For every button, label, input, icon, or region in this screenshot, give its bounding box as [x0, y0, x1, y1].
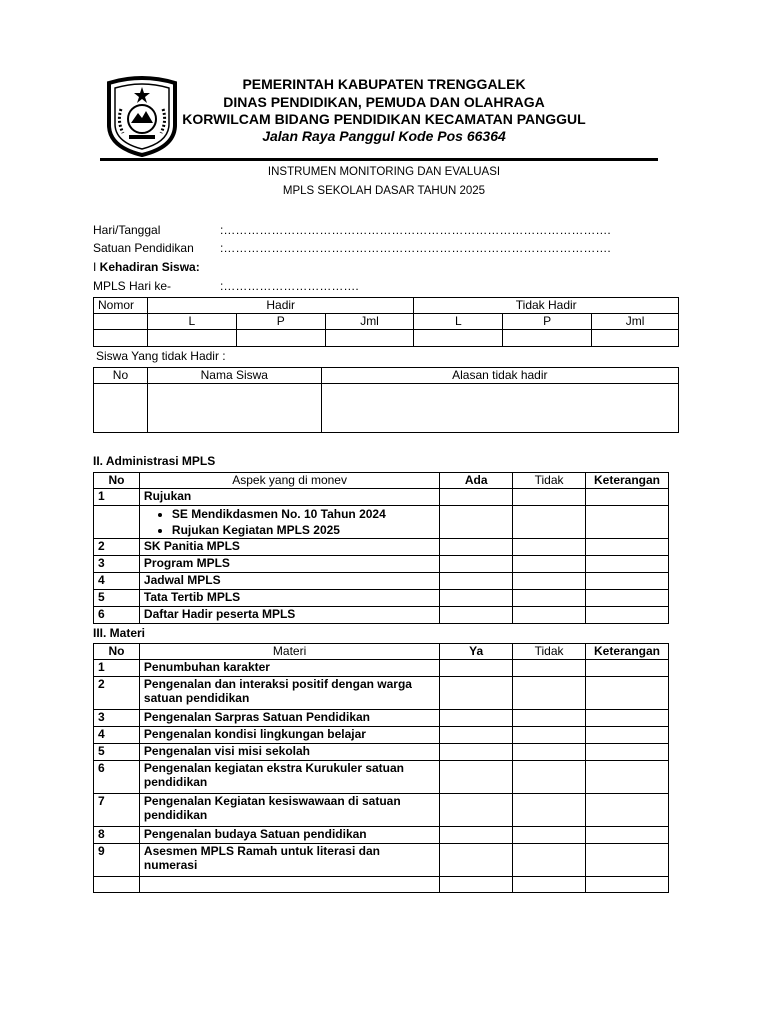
table-cell[interactable]	[321, 384, 678, 433]
row-text: Pengenalan dan interaksi positif dengan warga satuan pendidikan	[139, 677, 439, 710]
absent-caption: Siswa Yang tidak Hadir :	[96, 349, 226, 363]
letterhead-rule	[100, 158, 658, 161]
table-row	[94, 727, 669, 744]
row-text: Daftar Hadir peserta MPLS	[139, 607, 439, 624]
table-row	[94, 607, 669, 624]
tidak-cell[interactable]	[513, 489, 586, 506]
row-number: 2	[94, 539, 140, 556]
keterangan-cell[interactable]	[586, 660, 669, 677]
keterangan-cell[interactable]	[586, 744, 669, 761]
row-text: Pengenalan Sarpras Satuan Pendidikan	[139, 710, 439, 727]
tidak-cell[interactable]	[513, 506, 586, 539]
ya-cell[interactable]	[440, 677, 513, 710]
hadir-l-header: L	[147, 314, 236, 330]
row-number: 3	[94, 710, 140, 727]
row-text: Pengenalan kondisi lingkungan belajar	[139, 727, 439, 744]
tidak-cell[interactable]	[513, 660, 586, 677]
admin-aspek-header: Aspek yang di monev	[139, 473, 439, 489]
kehadiran-heading	[93, 260, 200, 274]
admin-ket-header: Keterangan	[586, 473, 669, 489]
ya-cell[interactable]	[440, 727, 513, 744]
ya-cell[interactable]	[440, 827, 513, 844]
row-number: 3	[94, 556, 140, 573]
keterangan-cell[interactable]	[586, 761, 669, 794]
list-item: • SE Mendikdasmen No. 10 Tahun 2024	[172, 506, 435, 522]
absent-nama-header: Nama Siswa	[147, 368, 321, 384]
attendance-table	[93, 297, 679, 347]
admin-tidak-header: Tidak	[513, 473, 586, 489]
row-number: 1	[94, 660, 140, 677]
ada-cell[interactable]	[440, 607, 513, 624]
keterangan-cell[interactable]	[586, 607, 669, 624]
table-cell[interactable]	[94, 384, 148, 433]
row-number: 5	[94, 590, 140, 607]
tidak-cell[interactable]	[513, 761, 586, 794]
header-agency: DINAS PENDIDIKAN, PEMUDA DAN OLAHRAGA	[223, 94, 545, 110]
row-number: 2	[94, 677, 140, 710]
ya-cell[interactable]	[440, 710, 513, 727]
keterangan-cell[interactable]	[586, 710, 669, 727]
absent-no-header: No	[94, 368, 148, 384]
row-text: Penumbuhan karakter	[139, 660, 439, 677]
rujukan-list-cell	[139, 506, 439, 539]
keterangan-cell[interactable]	[586, 556, 669, 573]
table-row	[94, 573, 669, 590]
absent-table	[93, 367, 679, 433]
row-number[interactable]	[94, 877, 140, 893]
tidak-l-header: L	[414, 314, 503, 330]
ada-cell[interactable]	[440, 590, 513, 607]
materi-no-header: No	[94, 644, 140, 660]
materi-materi-header: Materi	[139, 644, 439, 660]
row-number: 6	[94, 607, 140, 624]
table-row	[94, 556, 669, 573]
tidak-cell[interactable]	[513, 794, 586, 827]
ada-cell[interactable]	[440, 489, 513, 506]
keterangan-cell[interactable]	[586, 877, 669, 893]
keterangan-cell[interactable]	[586, 506, 669, 539]
row-text: Program MPLS	[139, 556, 439, 573]
tidak-p-header: P	[503, 314, 592, 330]
row-text: Pengenalan budaya Satuan pendidikan	[139, 827, 439, 844]
table-row	[94, 660, 669, 677]
table-row	[94, 590, 669, 607]
row-text: Pengenalan Kegiatan kesiswawaan di satuan pendidikan	[139, 794, 439, 827]
tidak-cell[interactable]	[513, 744, 586, 761]
tidak-cell[interactable]	[513, 710, 586, 727]
satuan-field[interactable]: :…………………………………………………………………………………….	[220, 241, 611, 255]
table-cell[interactable]	[325, 330, 414, 347]
ya-cell[interactable]	[440, 844, 513, 877]
hari-field[interactable]: :…………………………….	[220, 279, 359, 293]
table-row	[94, 761, 669, 794]
section2-heading: II. Administrasi MPLS	[93, 454, 216, 468]
kehadiran-label: Kehadiran Siswa:	[99, 260, 200, 274]
tidak-cell[interactable]	[513, 590, 586, 607]
table-row	[94, 794, 669, 827]
materi-ya-header: Ya	[440, 644, 513, 660]
administrasi-table	[93, 472, 669, 624]
header-government: PEMERINTAH KABUPATEN TRENGGALEK	[242, 76, 526, 92]
hadir-header: Hadir	[147, 298, 413, 314]
table-row	[94, 744, 669, 761]
tidak-cell[interactable]	[513, 556, 586, 573]
materi-table	[93, 643, 669, 893]
tanggal-field[interactable]: :…………………………………………………………………………………….	[220, 223, 611, 237]
tidak-cell[interactable]	[513, 573, 586, 590]
row-number: 1	[94, 489, 140, 506]
nomor-header: Nomor	[94, 298, 148, 314]
table-row	[94, 506, 669, 539]
row-number	[94, 506, 140, 539]
header-office: KORWILCAM BIDANG PENDIDIKAN KECAMATAN PANGGUL	[182, 111, 586, 127]
hadir-jml-header: Jml	[325, 314, 414, 330]
table-row	[94, 677, 669, 710]
ada-cell[interactable]	[440, 539, 513, 556]
tidak-hadir-header: Tidak Hadir	[414, 298, 679, 314]
row-number: 8	[94, 827, 140, 844]
materi-ket-header: Keterangan	[586, 644, 669, 660]
keterangan-cell[interactable]	[586, 844, 669, 877]
keterangan-cell[interactable]	[586, 794, 669, 827]
keterangan-cell[interactable]	[586, 539, 669, 556]
tidak-cell[interactable]	[513, 844, 586, 877]
section3-heading: III. Materi	[93, 626, 146, 640]
materi-tidak-header: Tidak	[513, 644, 586, 660]
row-number: 7	[94, 794, 140, 827]
kehadiran-prefix: I	[93, 260, 100, 274]
row-text: Jadwal MPLS	[139, 573, 439, 590]
table-cell	[94, 314, 148, 330]
table-cell[interactable]	[147, 330, 236, 347]
row-text: Tata Tertib MPLS	[139, 590, 439, 607]
tidak-cell[interactable]	[513, 539, 586, 556]
tidak-cell[interactable]	[513, 877, 586, 893]
row-text: Pengenalan visi misi sekolah	[139, 744, 439, 761]
ya-cell[interactable]	[440, 877, 513, 893]
ada-cell[interactable]	[440, 556, 513, 573]
table-row	[94, 489, 669, 506]
table-row	[94, 539, 669, 556]
table-cell[interactable]	[94, 330, 148, 347]
row-number: 4	[94, 727, 140, 744]
tidak-cell[interactable]	[513, 677, 586, 710]
table-cell[interactable]	[592, 330, 679, 347]
row-number: 5	[94, 744, 140, 761]
satuan-label: Satuan Pendidikan	[93, 241, 194, 255]
rujukan-list	[144, 506, 435, 538]
row-number: 6	[94, 761, 140, 794]
table-row	[94, 827, 669, 844]
keterangan-cell[interactable]	[586, 677, 669, 710]
ya-cell[interactable]	[440, 744, 513, 761]
tidak-cell[interactable]	[513, 607, 586, 624]
keterangan-cell[interactable]	[586, 489, 669, 506]
table-row	[94, 844, 669, 877]
row-text: Asesmen MPLS Ramah untuk literasi dan numerasi	[139, 844, 439, 877]
row-text: SK Panitia MPLS	[139, 539, 439, 556]
table-cell[interactable]	[414, 330, 503, 347]
table-row	[94, 877, 669, 893]
admin-ada-header: Ada	[440, 473, 513, 489]
hari-label: MPLS Hari ke-	[93, 279, 172, 293]
ya-cell[interactable]	[440, 794, 513, 827]
ada-cell[interactable]	[440, 506, 513, 539]
tidak-cell[interactable]	[513, 727, 586, 744]
absent-alasan-header: Alasan tidak hadir	[321, 368, 678, 384]
ya-cell[interactable]	[440, 660, 513, 677]
row-number: 4	[94, 573, 140, 590]
table-cell[interactable]	[147, 384, 321, 433]
ada-cell[interactable]	[440, 573, 513, 590]
header-address: Jalan Raya Panggul Kode Pos 66364	[262, 128, 506, 144]
list-item: • Rujukan Kegiatan MPLS 2025	[172, 522, 435, 538]
tanggal-label: Hari/Tanggal	[93, 223, 161, 237]
ya-cell[interactable]	[440, 761, 513, 794]
keterangan-cell[interactable]	[586, 827, 669, 844]
keterangan-cell[interactable]	[586, 727, 669, 744]
row-text: Pengenalan kegiatan ekstra Kurukuler satuan pendidikan	[139, 761, 439, 794]
table-cell[interactable]	[503, 330, 592, 347]
admin-no-header: No	[94, 473, 140, 489]
row-number: 9	[94, 844, 140, 877]
tidak-cell[interactable]	[513, 827, 586, 844]
keterangan-cell[interactable]	[586, 573, 669, 590]
keterangan-cell[interactable]	[586, 590, 669, 607]
doc-title-line1: INSTRUMEN MONITORING DAN EVALUASI	[267, 166, 501, 178]
table-cell[interactable]	[236, 330, 325, 347]
regency-crest-icon	[105, 75, 179, 157]
hadir-p-header: P	[236, 314, 325, 330]
table-row	[94, 710, 669, 727]
tidak-jml-header: Jml	[592, 314, 679, 330]
row-text[interactable]	[139, 877, 439, 893]
row-text: Rujukan	[139, 489, 439, 506]
doc-title-line2: MPLS SEKOLAH DASAR TAHUN 2025	[282, 185, 486, 197]
